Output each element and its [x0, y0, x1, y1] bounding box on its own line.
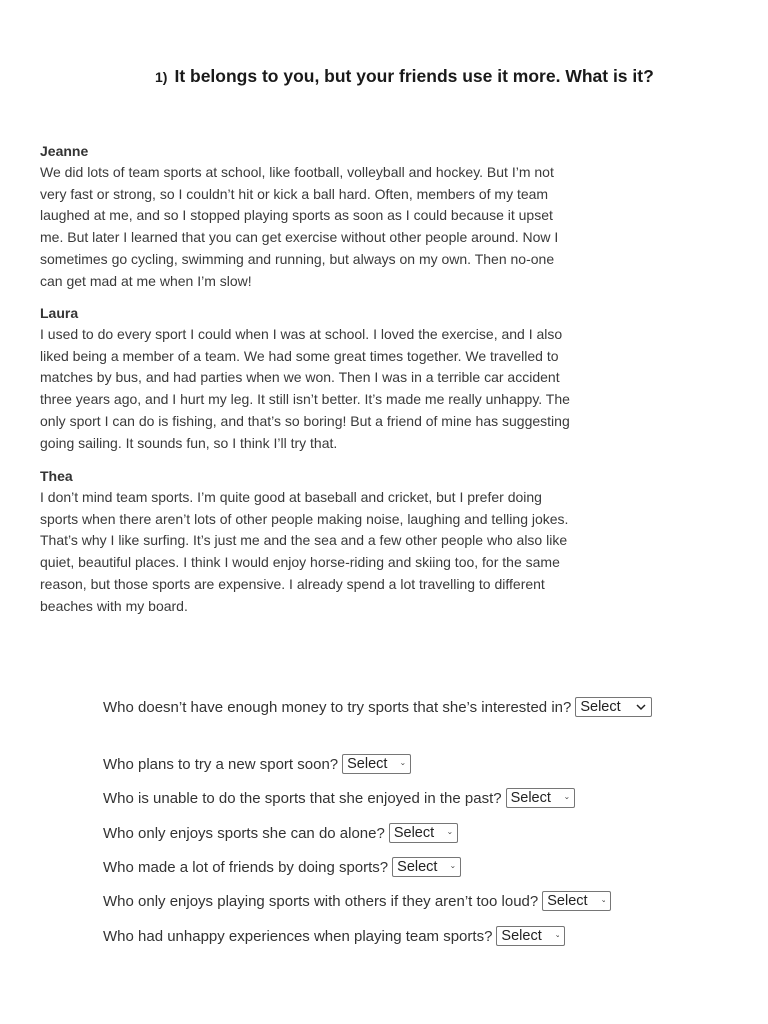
chevron-down-icon [401, 760, 405, 768]
answer-select[interactable] [542, 891, 611, 911]
person-block-jeanne [40, 142, 580, 292]
select-label: Select [397, 859, 438, 875]
match-question-text: Who plans to try a new sport soon? [103, 755, 339, 773]
person-name: Laura [40, 305, 79, 321]
select-label: Select [347, 756, 388, 772]
answer-select[interactable] [506, 788, 575, 808]
select-label: Select [580, 699, 621, 715]
match-question-row [103, 695, 652, 719]
person-paragraph: We did lots of team sports at school, like football, volleyball and hockey. But I’m not very fast or strong, so I couldn’t hit or kick a ball hard. Often, members of my team laughed at me, and so I stopped playing sports as soon as I could because it upset me. But later I learned that you can get exercise without other people around. Now I sometimes go cycling, swimming and running, but always on my own. Then no-one can get mad at me when I’m slow! [40, 164, 559, 289]
match-question-row [103, 924, 565, 948]
person-name: Thea [40, 468, 73, 484]
select-label: Select [501, 928, 542, 944]
select-label: Select [393, 825, 435, 841]
chevron-down-icon [636, 703, 646, 711]
select-label: Select [510, 790, 551, 806]
answer-select[interactable] [342, 754, 411, 774]
question-text: It belongs to you, but your friends use it more. What is it? [174, 66, 654, 86]
person-paragraph: I used to do every sport I could when I was at school. I loved the exercise, and I also liked being a member of a team. We had some great times together. We travelled to matches by bus, and had parties when we won. Then I was in a terrible car accident three years ago, and I hurt my leg. It still isn’t better. It’s made me really unhappy. The only sport I can do is fishing, and that’s so boring! But a friend of mine has suggesting going sailing. It sounds fun, so I think I’ll try that. [40, 326, 570, 451]
match-question-row [103, 786, 575, 810]
chevron-down-icon [556, 932, 560, 940]
select-label: Select [547, 893, 588, 909]
person-block-laura [40, 304, 580, 454]
match-question-text: Who had unhappy experiences when playing team sports? [103, 927, 493, 945]
person-block-thea [40, 467, 580, 617]
person-name: Jeanne [40, 143, 89, 159]
answer-select[interactable] [389, 823, 458, 843]
match-question-text: Who made a lot of friends by doing sports? [103, 858, 389, 876]
answer-select[interactable] [496, 926, 565, 946]
chevron-down-icon [602, 897, 606, 905]
chevron-down-icon [451, 863, 455, 871]
match-question-text: Who only enjoys sports she can do alone? [103, 824, 385, 842]
person-paragraph: I don’t mind team sports. I’m quite good at baseball and cricket, but I prefer doing sports when there aren’t lots of other people making noise, laughing and telling jokes. That’s why I like surfing. It’s just me and the sea and a few other people who also like quiet, beautiful places. I think I would enjoy horse-riding and skiing too, for the same reason, but those sports are expensive. I already spend a lot travelling to different beaches with my board. [40, 489, 569, 614]
answer-select[interactable] [575, 697, 652, 717]
match-question-row [103, 889, 611, 913]
match-question-row [103, 855, 461, 879]
question-heading [155, 66, 755, 87]
match-question-text: Who is unable to do the sports that she enjoyed in the past? [103, 789, 502, 807]
match-question-text: Who only enjoys playing sports with others if they aren’t too loud? [103, 892, 539, 910]
answer-select[interactable] [392, 857, 461, 877]
match-question-text: Who doesn’t have enough money to try sports that she’s interested in? [103, 698, 572, 716]
match-question-row [103, 752, 411, 776]
match-question-row [103, 821, 458, 845]
question-number: 1) [155, 69, 168, 85]
chevron-down-icon [565, 794, 569, 802]
chevron-down-icon [448, 829, 452, 837]
